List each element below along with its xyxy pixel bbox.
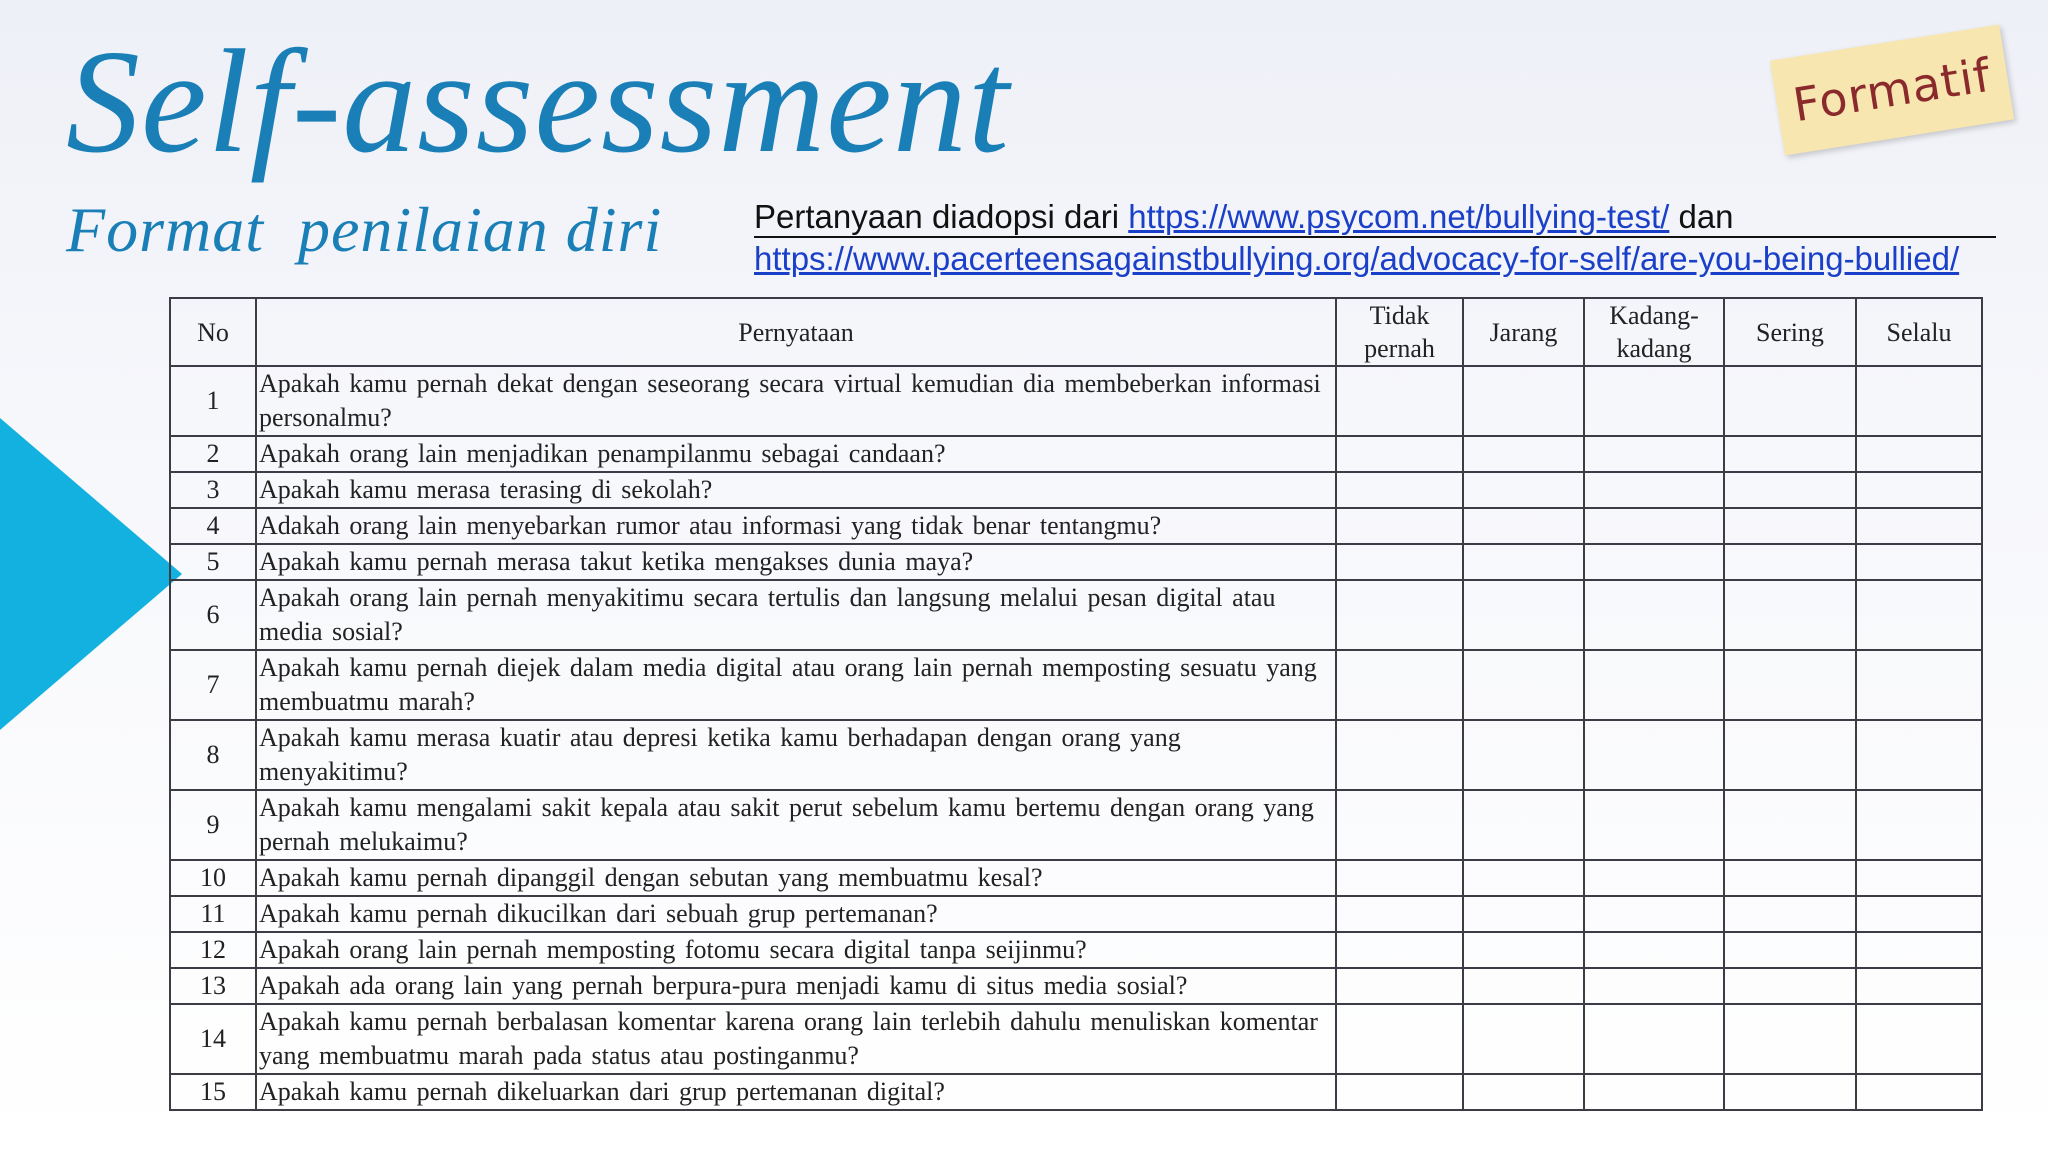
table-row xyxy=(170,472,1982,508)
row-statement: Apakah orang lain pernah memposting fotomu secara digital tanpa seijinmu? xyxy=(256,932,1336,968)
table-row xyxy=(170,968,1982,1004)
answer-cell-selalu[interactable] xyxy=(1856,896,1982,932)
answer-cell-tidak-pernah[interactable] xyxy=(1336,1004,1463,1074)
answer-cell-jarang[interactable] xyxy=(1463,472,1584,508)
header-jarang: Jarang xyxy=(1463,298,1584,366)
answer-cell-tidak-pernah[interactable] xyxy=(1336,366,1463,436)
answer-cell-kadang-kadang[interactable] xyxy=(1584,508,1724,544)
row-number: 7 xyxy=(170,650,256,720)
answer-cell-selalu[interactable] xyxy=(1856,366,1982,436)
row-statement: Apakah kamu merasa terasing di sekolah? xyxy=(256,472,1336,508)
answer-cell-tidak-pernah[interactable] xyxy=(1336,472,1463,508)
sticker-label: Formatif xyxy=(1789,47,1995,133)
answer-cell-jarang[interactable] xyxy=(1463,720,1584,790)
table-row xyxy=(170,896,1982,932)
answer-cell-tidak-pernah[interactable] xyxy=(1336,860,1463,896)
header-no: No xyxy=(170,298,256,366)
header-pernyataan: Pernyataan xyxy=(256,298,1336,366)
row-number: 12 xyxy=(170,932,256,968)
answer-cell-tidak-pernah[interactable] xyxy=(1336,968,1463,1004)
row-statement: Apakah kamu merasa kuatir atau depresi ketika kamu berhadapan dengan orang yang menyakitimu? xyxy=(256,720,1336,790)
answer-cell-sering[interactable] xyxy=(1724,1004,1856,1074)
answer-cell-jarang[interactable] xyxy=(1463,860,1584,896)
row-statement: Adakah orang lain menyebarkan rumor atau informasi yang tidak benar tentangmu? xyxy=(256,508,1336,544)
table-row xyxy=(170,508,1982,544)
row-number: 2 xyxy=(170,436,256,472)
answer-cell-jarang[interactable] xyxy=(1463,366,1584,436)
row-number: 8 xyxy=(170,720,256,790)
source-line-2 xyxy=(754,238,1996,279)
answer-cell-selalu[interactable] xyxy=(1856,544,1982,580)
answer-cell-selalu[interactable] xyxy=(1856,436,1982,472)
answer-cell-tidak-pernah[interactable] xyxy=(1336,650,1463,720)
table-row xyxy=(170,544,1982,580)
psycom-link[interactable]: https://www.psycom.net/bullying-test/ xyxy=(1128,198,1670,235)
row-number: 10 xyxy=(170,860,256,896)
table-row xyxy=(170,436,1982,472)
header-kadang-kadang: Kadang-kadang xyxy=(1584,298,1724,366)
answer-cell-jarang[interactable] xyxy=(1463,968,1584,1004)
answer-cell-kadang-kadang[interactable] xyxy=(1584,366,1724,436)
answer-cell-sering[interactable] xyxy=(1724,968,1856,1004)
page-title: Self-assessment xyxy=(66,20,1010,184)
answer-cell-selalu[interactable] xyxy=(1856,1074,1982,1110)
row-number: 6 xyxy=(170,580,256,650)
row-number: 5 xyxy=(170,544,256,580)
answer-cell-tidak-pernah[interactable] xyxy=(1336,932,1463,968)
answer-cell-jarang[interactable] xyxy=(1463,1074,1584,1110)
answer-cell-sering[interactable] xyxy=(1724,790,1856,860)
answer-cell-kadang-kadang[interactable] xyxy=(1584,860,1724,896)
answer-cell-selalu[interactable] xyxy=(1856,650,1982,720)
answer-cell-selalu[interactable] xyxy=(1856,472,1982,508)
row-number: 4 xyxy=(170,508,256,544)
source-connector: dan xyxy=(1669,198,1734,235)
answer-cell-sering[interactable] xyxy=(1724,366,1856,436)
decorative-triangle xyxy=(0,418,182,730)
answer-cell-jarang[interactable] xyxy=(1463,650,1584,720)
answer-cell-sering[interactable] xyxy=(1724,720,1856,790)
answer-cell-sering[interactable] xyxy=(1724,650,1856,720)
answer-cell-kadang-kadang[interactable] xyxy=(1584,1004,1724,1074)
table-row xyxy=(170,1074,1982,1110)
self-assessment-table xyxy=(169,297,1983,1111)
row-number: 3 xyxy=(170,472,256,508)
answer-cell-selalu[interactable] xyxy=(1856,580,1982,650)
table-row xyxy=(170,1004,1982,1074)
row-number: 13 xyxy=(170,968,256,1004)
answer-cell-sering[interactable] xyxy=(1724,932,1856,968)
table-row xyxy=(170,650,1982,720)
row-number: 11 xyxy=(170,896,256,932)
answer-cell-kadang-kadang[interactable] xyxy=(1584,720,1724,790)
table-row xyxy=(170,860,1982,896)
row-number: 15 xyxy=(170,1074,256,1110)
answer-cell-sering[interactable] xyxy=(1724,544,1856,580)
answer-cell-kadang-kadang[interactable] xyxy=(1584,896,1724,932)
row-statement: Apakah kamu pernah dikeluarkan dari grup pertemanan digital? xyxy=(256,1074,1336,1110)
header-sering: Sering xyxy=(1724,298,1856,366)
answer-cell-selalu[interactable] xyxy=(1856,932,1982,968)
row-statement: Apakah kamu pernah dipanggil dengan sebutan yang membuatmu kesal? xyxy=(256,860,1336,896)
row-statement: Apakah orang lain pernah menyakitimu secara tertulis dan langsung melalui pesan digital atau media sosial? xyxy=(256,580,1336,650)
answer-cell-sering[interactable] xyxy=(1724,860,1856,896)
answer-cell-jarang[interactable] xyxy=(1463,790,1584,860)
answer-cell-selalu[interactable] xyxy=(1856,720,1982,790)
answer-cell-tidak-pernah[interactable] xyxy=(1336,436,1463,472)
answer-cell-kadang-kadang[interactable] xyxy=(1584,932,1724,968)
header-selalu: Selalu xyxy=(1856,298,1982,366)
row-statement: Apakah orang lain menjadikan penampilanmu sebagai candaan? xyxy=(256,436,1336,472)
row-statement: Apakah kamu pernah merasa takut ketika mengakses dunia maya? xyxy=(256,544,1336,580)
answer-cell-selalu[interactable] xyxy=(1856,968,1982,1004)
row-statement: Apakah kamu pernah berbalasan komentar karena orang lain terlebih dahulu menuliskan komentar yang membuatmu marah pada status atau postinganmu? xyxy=(256,1004,1336,1074)
row-number: 14 xyxy=(170,1004,256,1074)
answer-cell-sering[interactable] xyxy=(1724,508,1856,544)
answer-cell-jarang[interactable] xyxy=(1463,508,1584,544)
answer-cell-sering[interactable] xyxy=(1724,472,1856,508)
answer-cell-jarang[interactable] xyxy=(1463,1004,1584,1074)
answer-cell-sering[interactable] xyxy=(1724,580,1856,650)
answer-cell-selalu[interactable] xyxy=(1856,508,1982,544)
answer-cell-kadang-kadang[interactable] xyxy=(1584,968,1724,1004)
header-row xyxy=(170,298,1982,366)
answer-cell-tidak-pernah[interactable] xyxy=(1336,544,1463,580)
answer-cell-kadang-kadang[interactable] xyxy=(1584,790,1724,860)
table-row xyxy=(170,932,1982,968)
answer-cell-jarang[interactable] xyxy=(1463,436,1584,472)
answer-cell-kadang-kadang[interactable] xyxy=(1584,472,1724,508)
answer-cell-kadang-kadang[interactable] xyxy=(1584,1074,1724,1110)
answer-cell-kadang-kadang[interactable] xyxy=(1584,650,1724,720)
row-statement: Apakah kamu pernah diejek dalam media digital atau orang lain pernah memposting sesuatu yang membuatmu marah? xyxy=(256,650,1336,720)
answer-cell-kadang-kadang[interactable] xyxy=(1584,580,1724,650)
answer-cell-sering[interactable] xyxy=(1724,896,1856,932)
page-subtitle: Format penilaian diri xyxy=(66,194,663,265)
answer-cell-tidak-pernah[interactable] xyxy=(1336,790,1463,860)
answer-cell-tidak-pernah[interactable] xyxy=(1336,1074,1463,1110)
answer-cell-jarang[interactable] xyxy=(1463,932,1584,968)
answer-cell-sering[interactable] xyxy=(1724,1074,1856,1110)
row-statement: Apakah kamu mengalami sakit kepala atau sakit perut sebelum kamu bertemu dengan orang yang pernah melukaimu? xyxy=(256,790,1336,860)
table-row xyxy=(170,790,1982,860)
row-statement: Apakah kamu pernah dekat dengan seseorang secara virtual kemudian dia membeberkan informasi personalmu? xyxy=(256,366,1336,436)
answer-cell-selalu[interactable] xyxy=(1856,790,1982,860)
answer-cell-selalu[interactable] xyxy=(1856,1004,1982,1074)
table-row xyxy=(170,720,1982,790)
source-note xyxy=(754,196,1996,279)
row-statement: Apakah ada orang lain yang pernah berpura-pura menjadi kamu di situs media sosial? xyxy=(256,968,1336,1004)
formatif-sticker xyxy=(1770,24,2014,155)
answer-cell-selalu[interactable] xyxy=(1856,860,1982,896)
answer-cell-jarang[interactable] xyxy=(1463,896,1584,932)
row-number: 1 xyxy=(170,366,256,436)
source-prefix: Pertanyaan diadopsi dari xyxy=(754,198,1129,235)
header-tidak-pernah: Tidak pernah xyxy=(1336,298,1463,366)
pacer-link[interactable]: https://www.pacerteensagainstbullying.org/advocacy-for-self/are-you-being-bullied/ xyxy=(754,240,1960,277)
answer-cell-tidak-pernah[interactable] xyxy=(1336,896,1463,932)
table-row xyxy=(170,580,1982,650)
answer-cell-jarang[interactable] xyxy=(1463,544,1584,580)
row-statement: Apakah kamu pernah dikucilkan dari sebuah grup pertemanan? xyxy=(256,896,1336,932)
answer-cell-jarang[interactable] xyxy=(1463,580,1584,650)
answer-cell-tidak-pernah[interactable] xyxy=(1336,580,1463,650)
answer-cell-tidak-pernah[interactable] xyxy=(1336,720,1463,790)
answer-cell-tidak-pernah[interactable] xyxy=(1336,508,1463,544)
row-number: 9 xyxy=(170,790,256,860)
source-line-1 xyxy=(754,196,1996,238)
answer-cell-kadang-kadang[interactable] xyxy=(1584,436,1724,472)
answer-cell-kadang-kadang[interactable] xyxy=(1584,544,1724,580)
table-row xyxy=(170,366,1982,436)
answer-cell-sering[interactable] xyxy=(1724,436,1856,472)
